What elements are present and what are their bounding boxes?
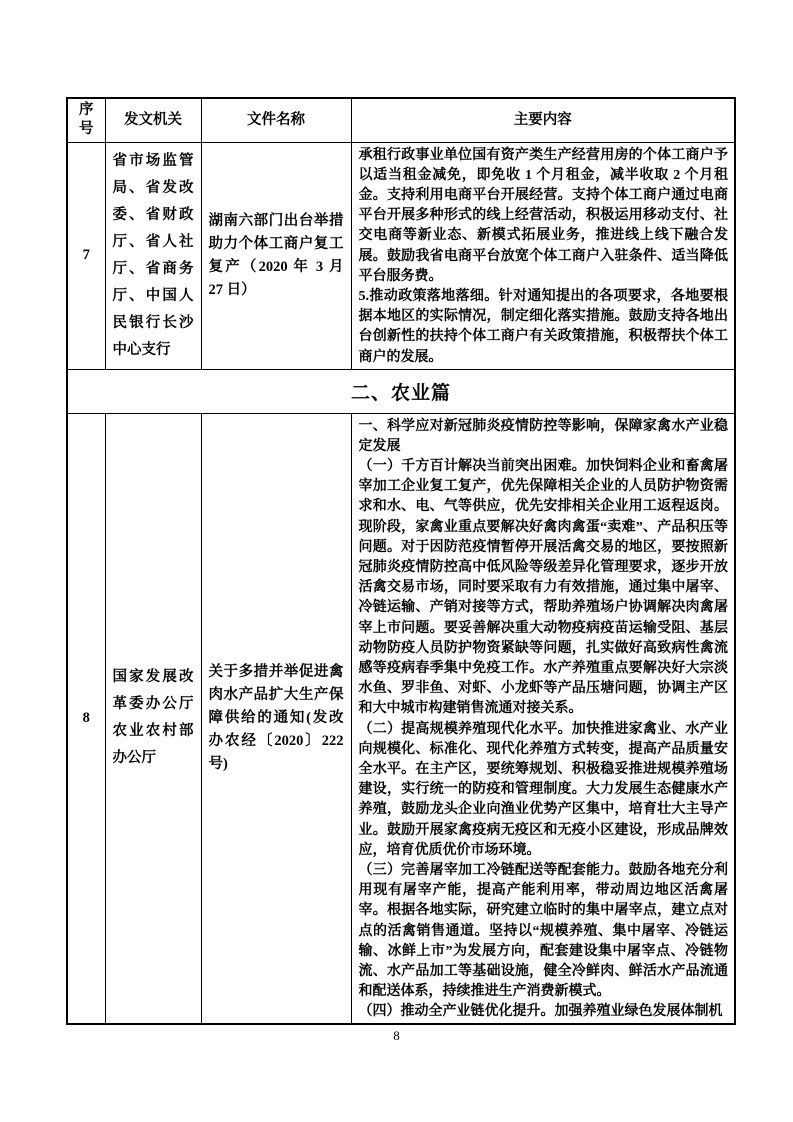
table-header-row: [67, 98, 735, 142]
row7-doc-name: 湖南六部门出台举措助力个体工商户复工复产（2020 年 3 月 27 日）: [201, 142, 351, 369]
section-title: 二、农业篇: [67, 369, 735, 413]
page-number: 8: [393, 1028, 400, 1043]
content-paragraph: （四）推动全产业链优化提升。加强养殖业绿色发展体制机: [358, 1004, 723, 1020]
row7-agency: 省市场监管局、省发改委、省财政厅、省人社厅、省商务厅、中国人民银行长沙中心支行: [105, 142, 201, 369]
content-paragraph: 一、科学应对新冠肺炎疫情防控等影响，保障家禽水产业稳定发展: [358, 418, 728, 454]
header-doc-name: 文件名称: [201, 98, 351, 142]
table-row-8: [67, 413, 735, 1024]
content-paragraph: （二）提高规模养殖现代化水平。加快推进家禽业、水产业向规模化、标准化、现代化养殖方式转变，提高产品质量安全水平。在主产区，要统筹规划、积极稳妥推进规模养殖场建设，实行统一的防疫和管理制度。大力发展生态健康水产养殖，鼓励龙头企业向渔业优势产区集中，培育壮大主导产业。鼓励开展家禽疫病无疫区和无疫小区建设，形成品牌效应，培育优质优价市场环境。: [358, 721, 728, 858]
header-seq: 序号: [67, 98, 105, 142]
content-paragraph: （三）完善屠宰加工冷链配送等配套能力。鼓励各地充分利用现有屠宰产能，提高产能利用率，带动周边地区活禽屠宰。根据各地实际，研究建立临时的集中屠宰点，建立点对点的活禽销售通道。坚持以“规模养殖、集中屠宰、冷链运输、冰鲜上市”为发展方向，配套建设集中屠宰点、冷链物流、水产品加工等基础设施，健全冷鲜肉、鲜活水产品流通和配送体系，持续推进生产消费新模式。: [358, 862, 728, 1000]
content-paragraph: 承租行政事业单位国有资产类生产经营用房的个体工商户予以适当租金减免，即免收 1 个月租金，减半收取 2 个月租金。支持利用电商平台开展经营。支持个体工商户通过电商平台开展多种形式的线上经营活动，积极运用移动支付、社交电商等新业态、新模式拓展业务，推进线上线下融合发展。鼓励我省电商平台放宽个体工商户入驻条件、适当降低平台服务费。: [358, 147, 728, 284]
policy-documents-table: [66, 97, 736, 1025]
header-agency: 发文机关: [105, 98, 201, 142]
row7-seq: 7: [67, 142, 105, 369]
row7-main-content: [351, 142, 735, 369]
row8-doc-name: 关于多措并举促进禽肉水产品扩大生产保障供给的通知(发改办农经〔2020〕222 号): [201, 413, 351, 1024]
section-header-row: [67, 369, 735, 413]
content-paragraph: 5.推动政策落地落细。针对通知提出的各项要求，各地要根据本地区的实际情况，制定细化落实措施。鼓励支持各地出台创新性的扶持个体工商户有关政策措施，积极帮扶个体工商户的发展。: [358, 288, 728, 365]
row8-seq: 8: [67, 413, 105, 1024]
header-main-content: 主要内容: [351, 98, 735, 142]
row8-main-content: [351, 413, 735, 1024]
row8-agency: 国家发展改革委办公厅农业农村部办公厅: [105, 413, 201, 1024]
table-row-7: [67, 142, 735, 369]
content-paragraph: （一）千方百计解决当前突出困难。加快饲料企业和畜禽屠宰加工企业复工复产，优先保障相关企业的人员防护物资需求和水、电、气等供应，优先安排相关企业用工返程返岗。现阶段，家禽业重点要解决好禽肉禽蛋“卖难”、产品积压等问题。对于因防范疫情暂停开展活禽交易的地区，要按照新冠肺炎疫情防控高中低风险等级差异化管理要求，逐步开放活禽交易市场，同时要采取有力有效措施，通过集中屠宰、冷链运输、产销对接等方式，帮助养殖场户协调解决肉禽屠宰上市问题。要妥善解决重大动物疫病疫苗运输受阻、基层动物防疫人员防护物资紧缺等问题，扎实做好高致病性禽流感等疫病春季集中免疫工作。水产养殖重点要解决好大宗淡水鱼、罗非鱼、对虾、小龙虾等产品压塘问题，协调主产区和大中城市构建销售流通对接关系。: [358, 458, 728, 717]
